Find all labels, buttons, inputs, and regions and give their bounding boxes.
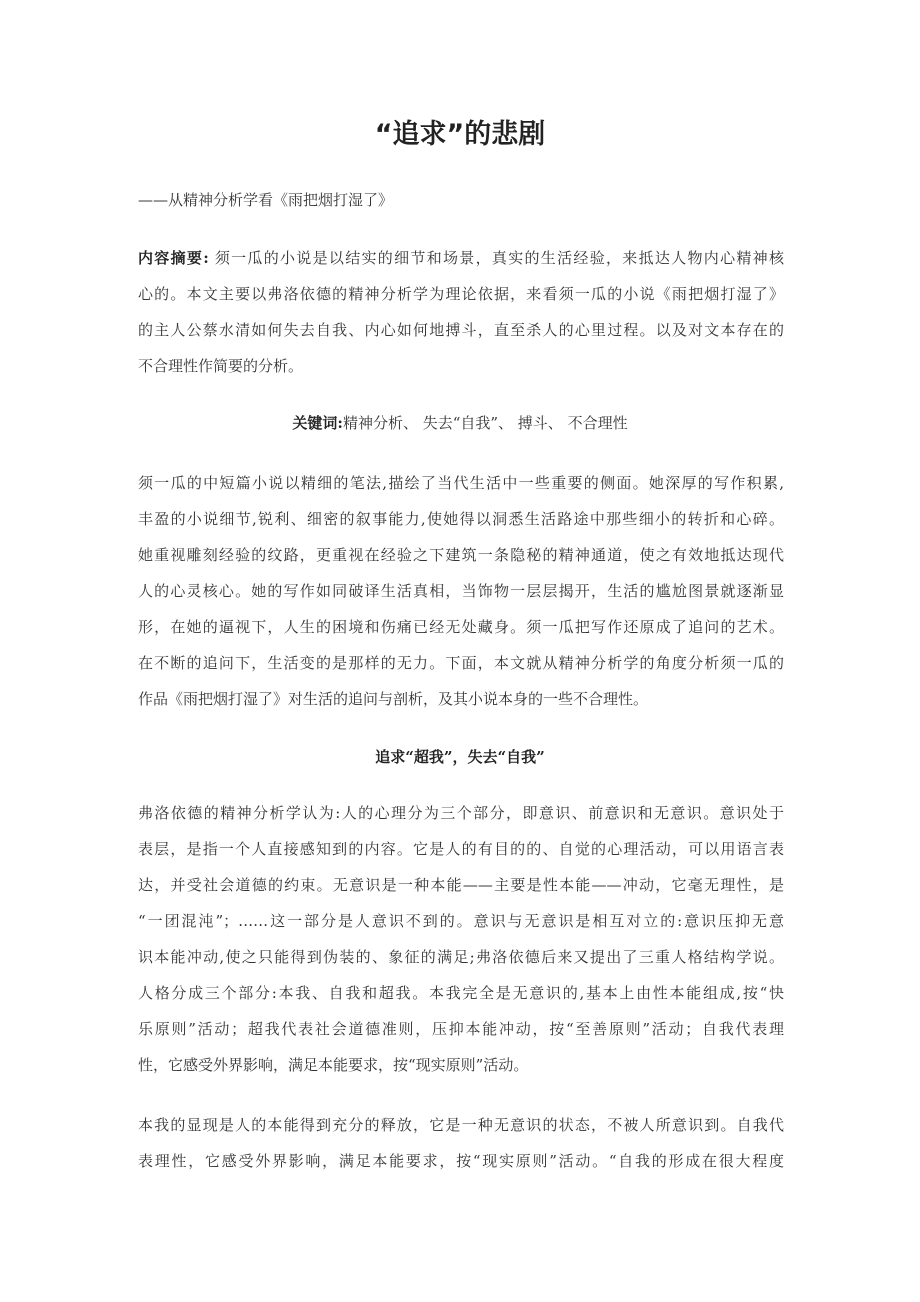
- abstract: 内容摘要: 须一瓜的小说是以结实的细节和场景，真实的生活经验，来抵达人物内心精神核 心的。本文主要以弗洛依德的精神分析学为理论依据，来看须一瓜的小说《雨把烟打湿了》 的主人公蔡水清如何失去自我、内心如何地搏斗，直至杀人的心里过程。以及对文本存在的 不合理性作简要的分析。: [138, 249, 784, 375]
- section-heading: 追求“超我”，失去“自我”: [375, 748, 545, 766]
- intro-paragraph: 须一瓜的中短篇小说以精细的笔法,描绘了当代生活中一些重要的侧面。她深厚的写作积累, 丰盈的小说细节,锐利、细密的叙事能力,使她得以洞悉生活路途中那些细小的转折和心碎。 她重视雕刻经验的纹路，更重视在经验之下建筑一条隐秘的精神通道，使之有效地抵达现代 人的心灵核心。她的写作如同破译生活真相，当饰物一层层揭开，生活的尴尬图景就逐渐显 形，在她的逼视下，人生的困境和伤痛已经无处藏身。须一瓜把写作还原成了追问的艺术。 在不断的追问下，生活变的是那样的无力。下面，本文就从精神分析学的角度分析须一瓜的 作品《雨把烟打湿了》对生活的追问与剖析，及其小说本身的一些不合理性。: [138, 474, 784, 708]
- abstract-label: 内容摘要:: [138, 249, 209, 267]
- subtitle: ——从精神分析学看《雨把烟打湿了》: [138, 191, 394, 209]
- document-title: “追求”的悲剧: [374, 119, 546, 150]
- keywords-label: 关键词:: [292, 414, 343, 432]
- keywords: 关键词:精神分析、 失去“自我”、 搏斗、 不合理性: [292, 414, 628, 432]
- paragraph-2: 本我的显现是人的本能得到充分的释放，它是一种无意识的状态，不被人所意识到。自我代 表理性，它感受外界影响，满足本能要求，按“现实原则”活动。“自我的形成在很大程度: [138, 1116, 784, 1170]
- paragraph-1: 弗洛依德的精神分析学认为:人的心理分为三个部分，即意识、前意识和无意识。意识处于 表层，是指一个人直接感知到的内容。它是人的有目的的、自觉的心理活动，可以用语言表 达，并受社会道德的约束。无意识是一种本能——主要是性本能——冲动，它毫无理性，是 “一团混沌”；……这一部分是人意识不到的。意识与无意识是相互对立的:意识压抑无意 识本能冲动,使之只能得到伪装的、象征的满足;弗洛依德后来又提出了三重人格结构学说。 人格分成三个部分:本我、自我和超我。本我完全是无意识的,基本上由性本能组成,按“快 乐原则”活动；超我代表社会道德准则，压抑本能冲动，按“至善原则”活动；自我代表理 性，它感受外界影响，满足本能要求，按“现实原则”活动。: [138, 804, 784, 1074]
